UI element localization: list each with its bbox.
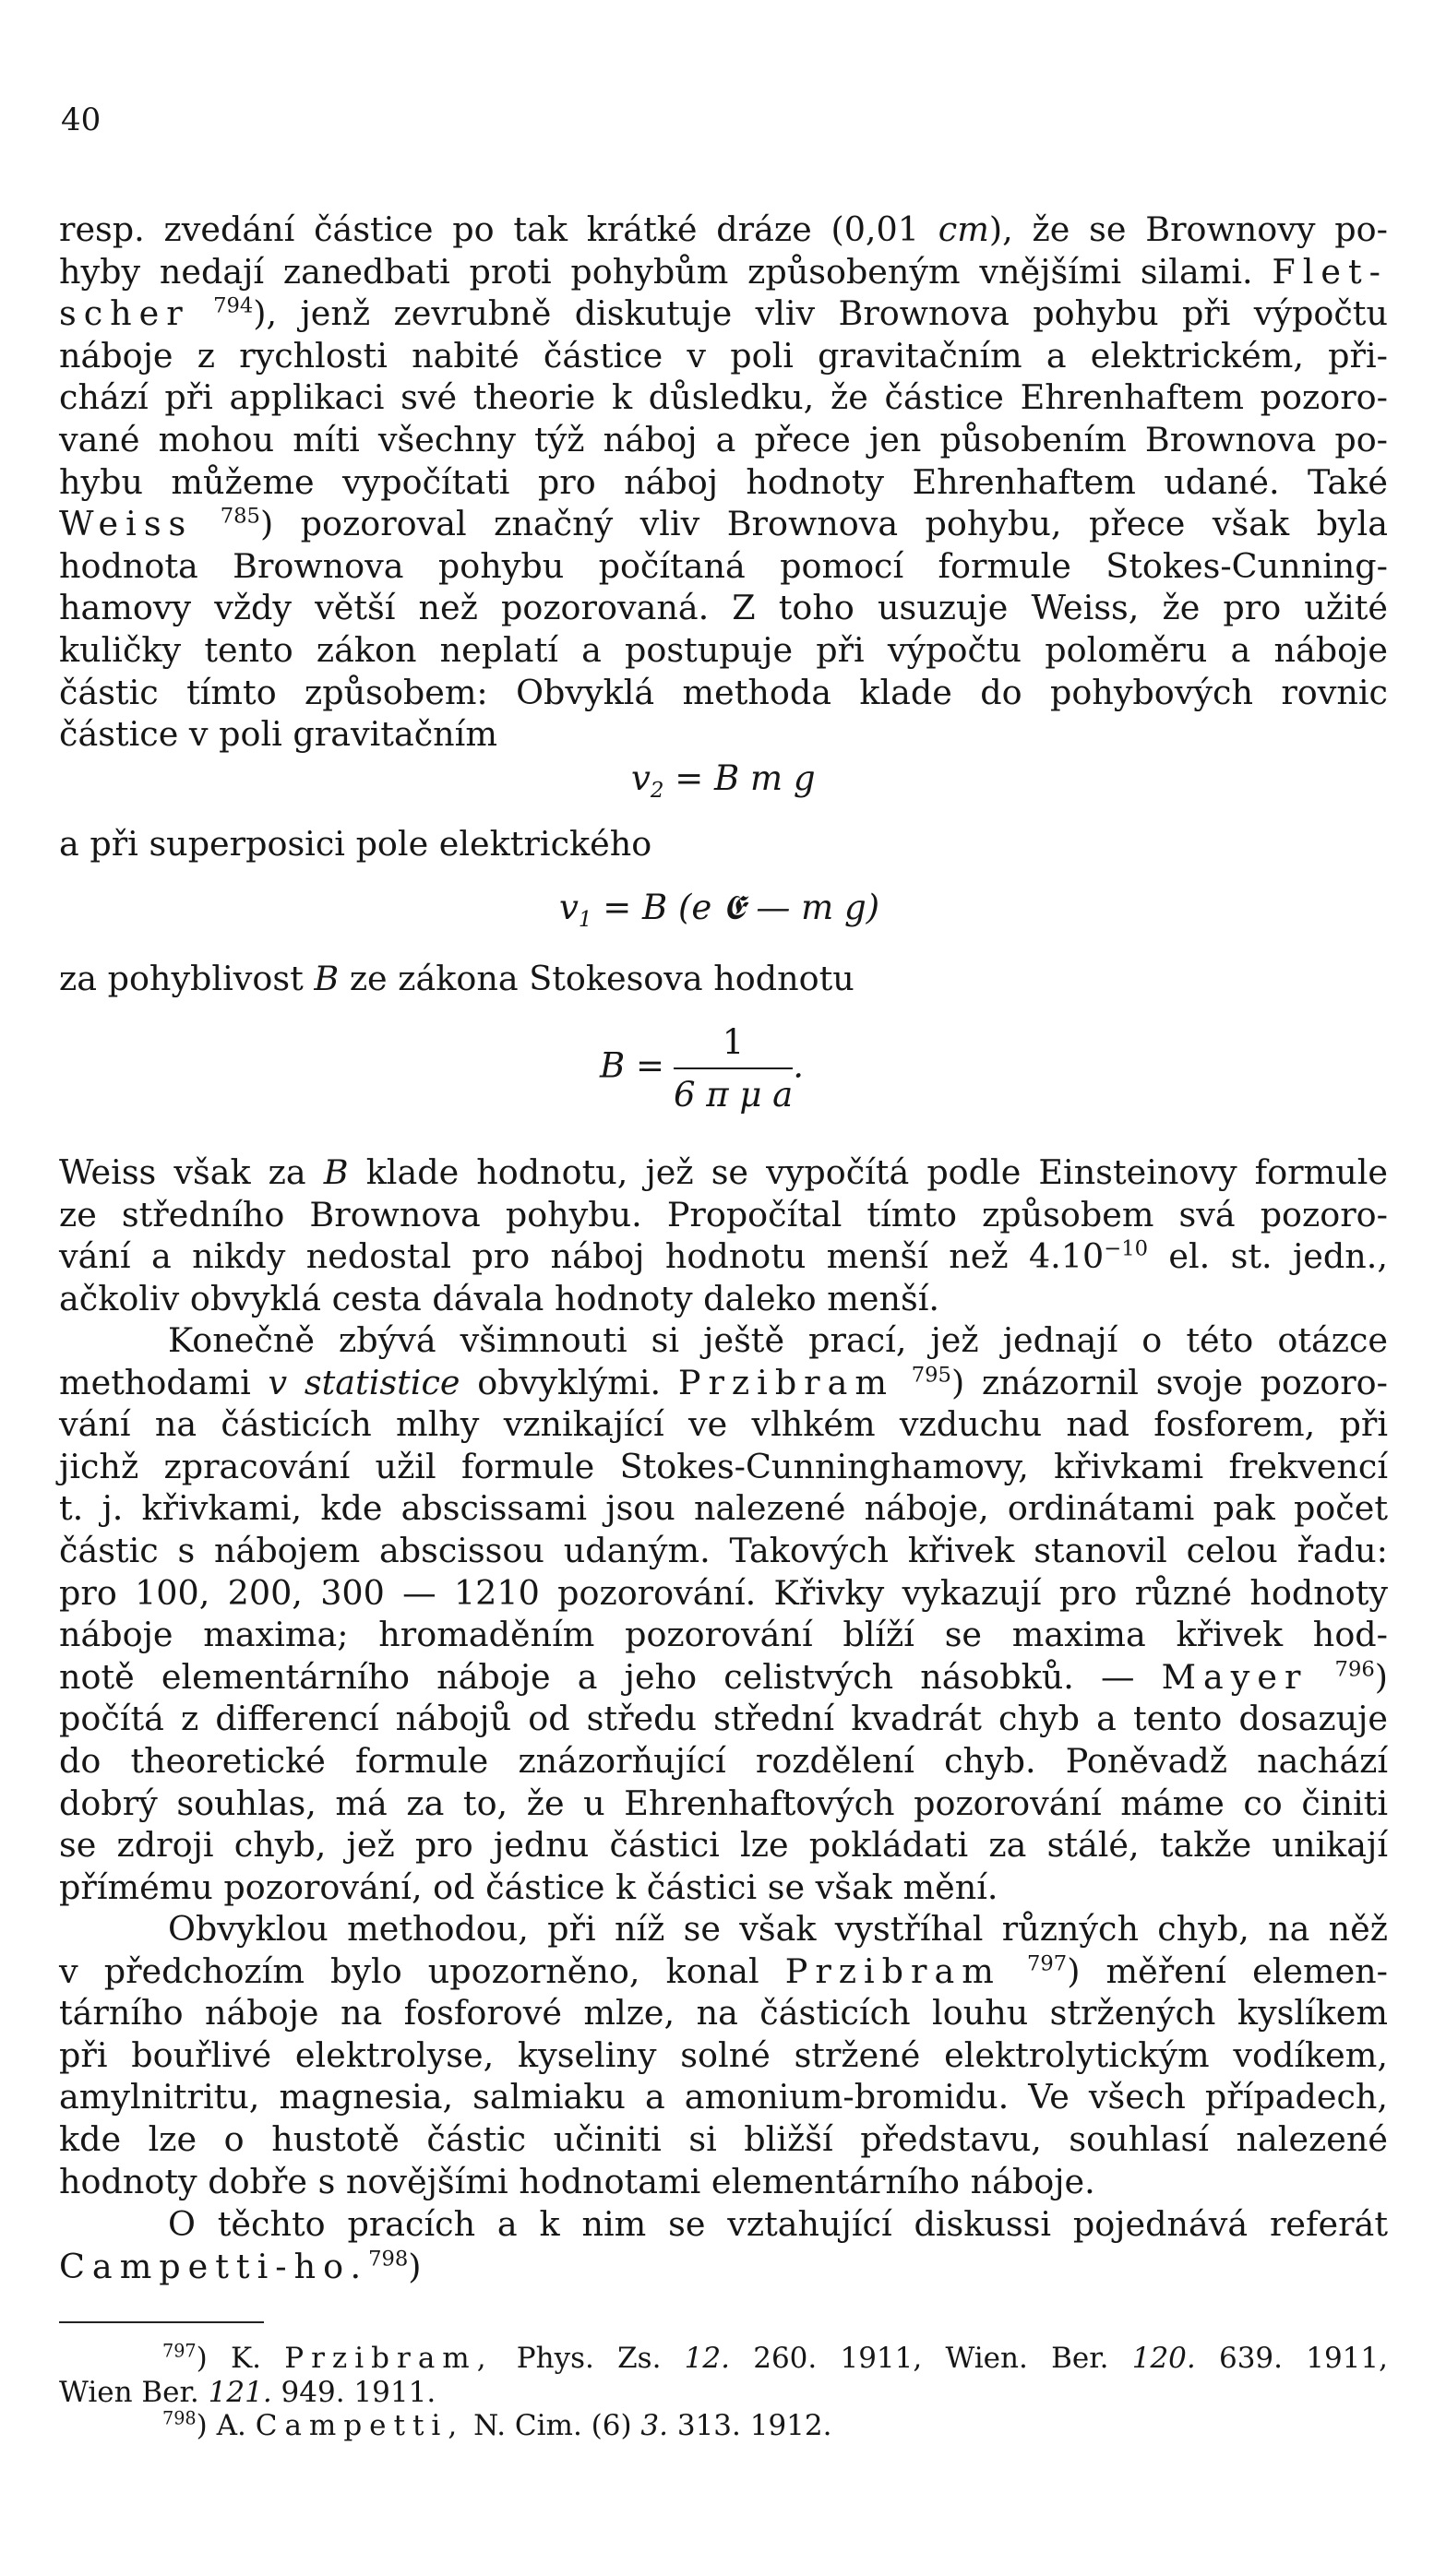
text-line: náboje maxima; hromaděním pozorování blíží se maxima křivek hod-	[59, 1615, 1388, 1655]
reference-number: 797	[162, 2340, 197, 2362]
text-line: vané mohou míti všechny týž náboj a přece jen působením Brownova po-	[59, 419, 1388, 459]
paragraph-4	[59, 1908, 1388, 2202]
footnote-divider	[59, 2321, 264, 2323]
author-name: Przibram	[677, 1362, 895, 1402]
author-name: Weiss	[59, 504, 194, 544]
reference-number: 798	[162, 2407, 197, 2429]
author-name: scher	[59, 293, 190, 334]
reference-number: 785	[220, 504, 260, 529]
text-line: methodami v statistice obvyklými. Przibram $^{795}$) znázornil svoje pozoro-	[59, 1362, 1388, 1402]
page-number: 40	[61, 101, 102, 138]
text-line: ačkoliv obvyklá cesta dávala hodnoty daleko menší.	[59, 1278, 939, 1318]
text-line: jichž zpracování užil formule Stokes-Cunninghamovy, křivkami frekvencí	[59, 1446, 1388, 1486]
text-line: notě elementárního náboje a jeho celistvých násobků. — Mayer $^{796}$)	[59, 1656, 1388, 1697]
paragraph-3	[59, 1319, 1388, 1908]
formula-v1: $v_1 = B$ (e 𝕰 — m g)	[559, 888, 880, 933]
text-line: tárního náboje na fosforové mlze, na částicích louhu stržených kyslíkem	[59, 1993, 1388, 2033]
text-line: částic tímto způsobem: Obvyklá methoda klade do pohybových rovnic	[59, 672, 1388, 712]
text-line: hyby nedají zanedbati proti pohybům způsobeným vnějšími silami. Flet-	[59, 251, 1388, 292]
text-line: do theoretické formule znázorňující rozdělení chyb. Poněvadž nachází	[59, 1740, 1388, 1781]
text-line: hodnota Brownova pohybu počítaná pomocí formule Stokes-Cunning-	[59, 545, 1388, 586]
formula-stokes: B = $\frac{1}{\text{6 π μ a}}$ .	[600, 1022, 804, 1115]
author-name: Przibram	[784, 1950, 1001, 1991]
text-line: amylnitritu, magnesia, salmiaku a amonium-bromidu. Ve všech případech,	[59, 2077, 1388, 2117]
reference-number: 798	[368, 2247, 409, 2272]
text-line: náboje z rychlosti nabité částice v poli gravitačním a elektrickém, při-	[59, 335, 1388, 376]
text-line: hamovy vždy větší než pozorovaná. Z toho usuzuje Weiss, že pro užité	[59, 588, 1388, 628]
footnotes	[59, 2342, 1388, 2443]
text-line: ze středního Brownova pohybu. Propočítal tímto způsobem svá pozoro-	[59, 1194, 1388, 1234]
text-line: Weiss $^{785}$) pozoroval značný vliv Brownova pohybu, přece však byla	[59, 504, 1388, 544]
text-line: a při superposici pole elektrického	[59, 824, 652, 864]
text-line: za pohyblivost B ze zákona Stokesova hodnotu	[59, 959, 854, 998]
text-line: resp. zvedání částice po tak krátké dráze (0,01 cm), že se Brownovy po-	[59, 209, 1388, 249]
text-line: scher $^{794}$), jenž zevrubně diskutuje vliv Brownova pohybu při výpočtu	[59, 293, 1388, 334]
text-line: Konečně zbývá všimnouti si ještě prací, jež jednají o této otázce	[168, 1320, 1388, 1360]
text-line: v předchozím bylo upozorněno, konal Przibram $^{797}$) měření elemen-	[59, 1950, 1389, 1991]
reference-number: 794	[213, 293, 254, 318]
reference-number: 796	[1334, 1657, 1375, 1682]
text-line: částice v poli gravitačním	[59, 714, 497, 755]
paragraph-2	[59, 1151, 1388, 1319]
text-line: pro 100, 200, 300 — 1210 pozorování. Křivky vykazují pro různé hodnoty	[59, 1572, 1388, 1613]
reference-number: 797	[1027, 1951, 1068, 1976]
text-line: kde lze o hustotě částic učiniti si bližší představu, souhlasí nalezené	[59, 2118, 1388, 2159]
author-name: Campetti,	[255, 2409, 465, 2442]
text-line: dobrý souhlas, má za to, že u Ehrenhaftových pozorování máme co činiti	[59, 1783, 1388, 1823]
fraction: $\frac{1}{\text{6 π μ a}}$	[673, 1022, 794, 1115]
text-line: částic s nábojem abscissou udaným. Takových křivek stanovil celou řadu:	[59, 1530, 1388, 1570]
text-line: kuličky tento zákon neplatí a postupuje při výpočtu poloměru a náboje	[59, 629, 1388, 670]
author-name: Flet-	[1272, 251, 1388, 292]
text-superposition	[59, 823, 1388, 865]
text-line: při bouřlivé elektrolyse, kyseliny solné stržené elektrolytickým vodíkem,	[59, 2034, 1388, 2075]
author-name: Campetti-ho.	[59, 2246, 369, 2286]
text-line: chází při applikaci své theorie k důsledku, že částice Ehrenhaftem pozoro-	[59, 377, 1388, 418]
text-line: vání na částicích mlhy vznikající ve vlhkém vzduchu nad fosforem, při	[59, 1404, 1388, 1445]
paragraph-1	[59, 209, 1388, 756]
footnote-798: $^{798}$) A. Campetti, N. Cim. (6) 3. 313. 1912.	[162, 2407, 832, 2442]
paragraph-5	[59, 2203, 1388, 2287]
text-line: přímému pozorování, od částice k částici se však mění.	[59, 1866, 998, 1907]
text-line: t. j. křivkami, kde abscissami jsou nalezené náboje, ordinátami pak počet	[59, 1488, 1388, 1529]
text-mobility	[59, 958, 1388, 1000]
author-name: Mayer	[1161, 1656, 1309, 1697]
formula-v2: $v_2 = B$ m g	[631, 758, 816, 804]
reference-number: 795	[911, 1363, 951, 1388]
text-line: vání a nikdy nedostal pro náboj hodnotu menší než $4.10^{-10}$ el. st. jedn.,	[59, 1236, 1388, 1277]
text-line: O těchto pracích a k nim se vztahující diskussi pojednává referát	[168, 2204, 1388, 2244]
text-line: hodnoty dobře s novějšími hodnotami elementárního náboje.	[59, 2161, 1095, 2201]
text-line: se zdroji chyb, jež pro jednu částici lze pokládati za stálé, takže unikají	[59, 1825, 1388, 1866]
footnote-797: $^{797}$) K. Przibram, Phys. Zs. 12. 260. 1911, Wien. Ber. 120. 639. 1911,	[162, 2340, 1388, 2375]
text-line: Campetti-ho.$^{798}$)	[59, 2246, 422, 2286]
author-name: Przibram,	[284, 2342, 494, 2375]
text-line: hybu můžeme vypočítati pro náboj hodnoty Ehrenhaftem udané. Také	[59, 461, 1388, 502]
footnote-797-cont: Wien Ber. 121. 949. 1911.	[59, 2375, 436, 2409]
text-line: počítá z differencí nábojů od středu střední kvadrát chyb a tento dosazuje	[59, 1699, 1388, 1739]
text-line: Obvyklou methodou, při níž se však vystříhal různých chyb, na něž	[168, 1909, 1388, 1949]
text-line: Weiss však za B klade hodnotu, jež se vypočítá podle Einsteinovy formule	[59, 1152, 1389, 1192]
